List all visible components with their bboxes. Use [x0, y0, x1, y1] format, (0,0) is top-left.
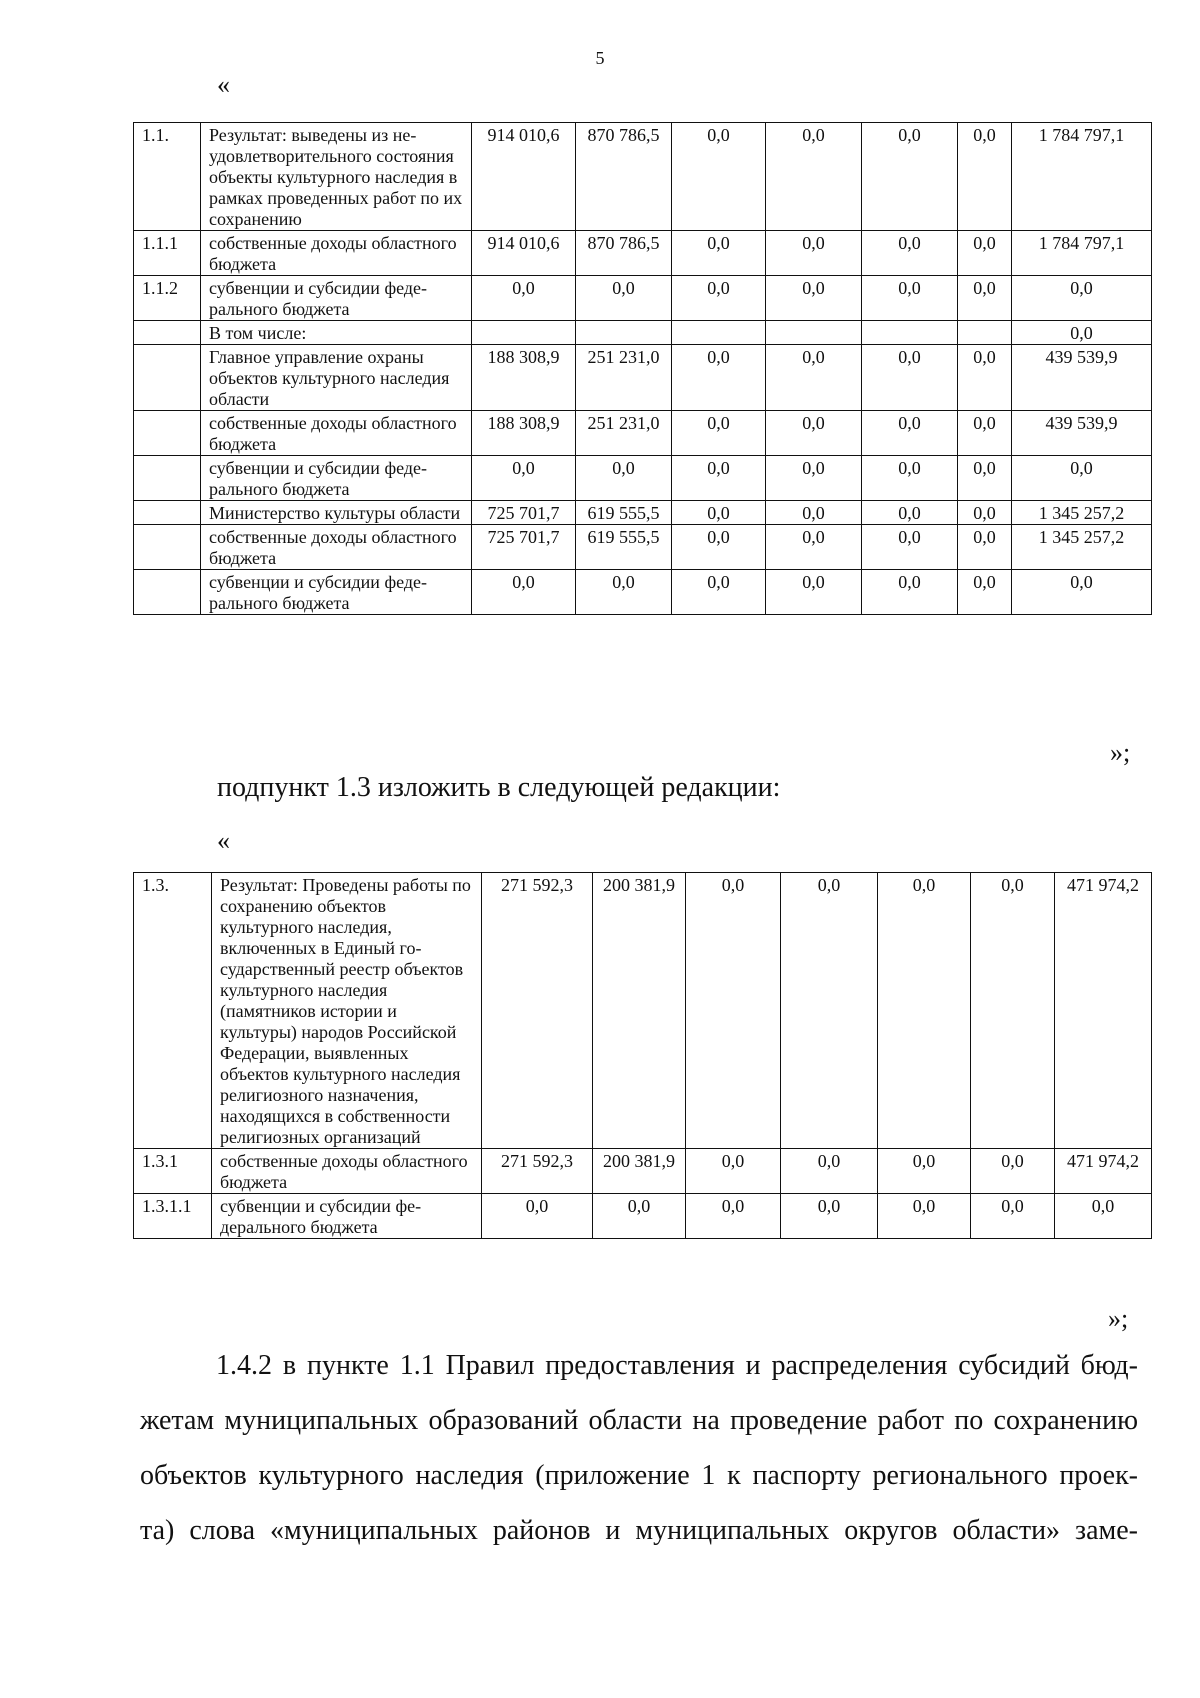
row-code: 1.1.1 — [134, 231, 201, 276]
open-quote-2: « — [217, 826, 230, 855]
value-cell: 0,0 — [862, 345, 958, 411]
value-cell: 0,0 — [878, 1194, 971, 1239]
value-cell: 0,0 — [781, 1194, 878, 1239]
value-cell: 0,0 — [862, 570, 958, 615]
row-code: 1.3.1.1 — [134, 1194, 212, 1239]
row-code — [134, 525, 201, 570]
value-cell: 725 701,7 — [472, 525, 576, 570]
table-row — [134, 1194, 1152, 1239]
value-cell: 0,0 — [672, 276, 766, 321]
table-row — [134, 1149, 1152, 1194]
value-cell: 0,0 — [576, 570, 672, 615]
value-cell: 0,0 — [958, 276, 1012, 321]
value-cell — [958, 321, 1012, 345]
value-cell: 0,0 — [472, 456, 576, 501]
row-label: субвенции и субсидии федерального бюджета — [201, 456, 472, 501]
value-cell: 188 308,9 — [472, 345, 576, 411]
value-cell: 914 010,6 — [472, 123, 576, 231]
value-cell: 188 308,9 — [472, 411, 576, 456]
value-cell: 0,0 — [576, 456, 672, 501]
row-label: собственные доходы областного бюджета — [212, 1149, 482, 1194]
value-cell: 0,0 — [971, 1149, 1055, 1194]
close-quote-2: »; — [1108, 1304, 1129, 1333]
row-code: 1.1.2 — [134, 276, 201, 321]
value-cell: 0,0 — [958, 411, 1012, 456]
paragraph-line: 1.4.2 в пункте 1.1 Правил предоставления и распределения субсидий бюд- — [216, 1350, 1138, 1381]
financing-table-2 — [133, 872, 1152, 1239]
table-row — [134, 456, 1152, 501]
value-cell: 0,0 — [766, 501, 862, 525]
value-cell: 0,0 — [686, 1149, 781, 1194]
value-cell: 271 592,3 — [482, 1149, 593, 1194]
value-cell: 1 784 797,1 — [1012, 123, 1152, 231]
value-cell: 0,0 — [686, 873, 781, 1149]
row-label: собственные доходы областного бюджета — [201, 231, 472, 276]
value-cell: 0,0 — [766, 456, 862, 501]
value-cell: 0,0 — [878, 1149, 971, 1194]
value-cell: 0,0 — [781, 1149, 878, 1194]
value-cell: 1 345 257,2 — [1012, 501, 1152, 525]
value-cell: 0,0 — [862, 456, 958, 501]
value-cell — [862, 321, 958, 345]
value-cell: 0,0 — [862, 276, 958, 321]
row-label: субвенции и субсидии федерального бюджета — [212, 1194, 482, 1239]
row-label: собственные доходы областного бюджета — [201, 525, 472, 570]
value-cell: 0,0 — [958, 231, 1012, 276]
value-cell: 725 701,7 — [472, 501, 576, 525]
value-cell: 0,0 — [766, 525, 862, 570]
paragraph-line: жетам муниципальных образований области на проведение работ по сохранению — [140, 1405, 1138, 1436]
value-cell: 0,0 — [958, 501, 1012, 525]
value-cell: 0,0 — [1012, 321, 1152, 345]
financing-table-1 — [133, 122, 1152, 615]
value-cell: 0,0 — [766, 570, 862, 615]
value-cell: 0,0 — [1012, 276, 1152, 321]
row-code — [134, 411, 201, 456]
row-label: Результат: выведены из неудовлетворительного состояния объекты культурного наследия в рамках проведенных работ по их сохранению — [201, 123, 472, 231]
value-cell: 0,0 — [472, 276, 576, 321]
table-row — [134, 345, 1152, 411]
value-cell: 0,0 — [862, 123, 958, 231]
value-cell — [672, 321, 766, 345]
paragraph-line: та) слова «муниципальных районов и муниципальных округов области» заме- — [140, 1515, 1138, 1546]
value-cell: 200 381,9 — [593, 1149, 686, 1194]
value-cell: 0,0 — [472, 570, 576, 615]
value-cell: 0,0 — [958, 570, 1012, 615]
value-cell: 0,0 — [862, 501, 958, 525]
value-cell: 271 592,3 — [482, 873, 593, 1149]
row-label: В том числе: — [201, 321, 472, 345]
value-cell: 0,0 — [766, 276, 862, 321]
value-cell: 0,0 — [672, 345, 766, 411]
table-row — [134, 501, 1152, 525]
table-row — [134, 411, 1152, 456]
value-cell: 0,0 — [878, 873, 971, 1149]
value-cell: 619 555,5 — [576, 501, 672, 525]
value-cell: 439 539,9 — [1012, 411, 1152, 456]
value-cell: 0,0 — [672, 411, 766, 456]
value-cell: 0,0 — [958, 456, 1012, 501]
value-cell: 0,0 — [958, 123, 1012, 231]
value-cell: 0,0 — [672, 501, 766, 525]
row-label: Министерство культуры области — [201, 501, 472, 525]
value-cell: 251 231,0 — [576, 345, 672, 411]
value-cell: 0,0 — [672, 231, 766, 276]
row-label: субвенции и субсидии федерального бюджета — [201, 570, 472, 615]
value-cell — [576, 321, 672, 345]
page-number: 5 — [595, 48, 605, 68]
row-code: 1.1. — [134, 123, 201, 231]
value-cell: 619 555,5 — [576, 525, 672, 570]
value-cell: 870 786,5 — [576, 231, 672, 276]
close-quote-1: »; — [1110, 738, 1131, 767]
value-cell: 0,0 — [686, 1194, 781, 1239]
table-row — [134, 570, 1152, 615]
table-row — [134, 123, 1152, 231]
value-cell: 1 345 257,2 — [1012, 525, 1152, 570]
value-cell: 0,0 — [862, 525, 958, 570]
table-row — [134, 276, 1152, 321]
value-cell — [472, 321, 576, 345]
value-cell: 0,0 — [971, 1194, 1055, 1239]
row-code — [134, 321, 201, 345]
value-cell: 0,0 — [766, 411, 862, 456]
value-cell: 0,0 — [482, 1194, 593, 1239]
value-cell: 0,0 — [672, 123, 766, 231]
row-code: 1.3.1 — [134, 1149, 212, 1194]
row-label: субвенции и субсидии федерального бюджета — [201, 276, 472, 321]
value-cell: 0,0 — [576, 276, 672, 321]
value-cell: 0,0 — [593, 1194, 686, 1239]
row-code — [134, 345, 201, 411]
value-cell: 0,0 — [1012, 570, 1152, 615]
paragraph-1-4-2 — [140, 1338, 1138, 1558]
value-cell: 0,0 — [862, 411, 958, 456]
table-row — [134, 321, 1152, 345]
value-cell: 471 974,2 — [1055, 873, 1152, 1149]
row-code: 1.3. — [134, 873, 212, 1149]
value-cell: 0,0 — [781, 873, 878, 1149]
row-label: Результат: Проведены работы по сохранению объектов культурного наследия, включенных в Единый государственный реестр объектов культурного наследия (памятников истории и культуры) народов Российской Федерации, выявленных объектов культурного наследия религиозного назначения, находящихся в собственности религиозных организаций — [212, 873, 482, 1149]
value-cell: 471 974,2 — [1055, 1149, 1152, 1194]
row-code — [134, 456, 201, 501]
value-cell: 0,0 — [958, 525, 1012, 570]
row-code — [134, 570, 201, 615]
value-cell: 200 381,9 — [593, 873, 686, 1149]
row-label: собственные доходы областного бюджета — [201, 411, 472, 456]
value-cell: 870 786,5 — [576, 123, 672, 231]
value-cell: 439 539,9 — [1012, 345, 1152, 411]
paragraph-line: объектов культурного наследия (приложение 1 к паспорту регионального проек- — [140, 1460, 1138, 1491]
value-cell: 251 231,0 — [576, 411, 672, 456]
value-cell: 0,0 — [862, 231, 958, 276]
open-quote-1: « — [217, 70, 230, 99]
value-cell: 0,0 — [958, 345, 1012, 411]
value-cell: 0,0 — [672, 456, 766, 501]
value-cell: 0,0 — [766, 123, 862, 231]
value-cell: 914 010,6 — [472, 231, 576, 276]
value-cell: 0,0 — [766, 231, 862, 276]
value-cell: 0,0 — [971, 873, 1055, 1149]
value-cell: 0,0 — [672, 570, 766, 615]
intro-text: подпункт 1.3 изложить в следующей редакции: — [217, 772, 781, 803]
table-row — [134, 525, 1152, 570]
row-label: Главное управление охраны объектов культурного наследия области — [201, 345, 472, 411]
value-cell: 0,0 — [1012, 456, 1152, 501]
table-row — [134, 873, 1152, 1149]
table-row — [134, 231, 1152, 276]
value-cell: 0,0 — [766, 345, 862, 411]
value-cell: 0,0 — [1055, 1194, 1152, 1239]
value-cell: 1 784 797,1 — [1012, 231, 1152, 276]
value-cell: 0,0 — [672, 525, 766, 570]
row-code — [134, 501, 201, 525]
value-cell — [766, 321, 862, 345]
